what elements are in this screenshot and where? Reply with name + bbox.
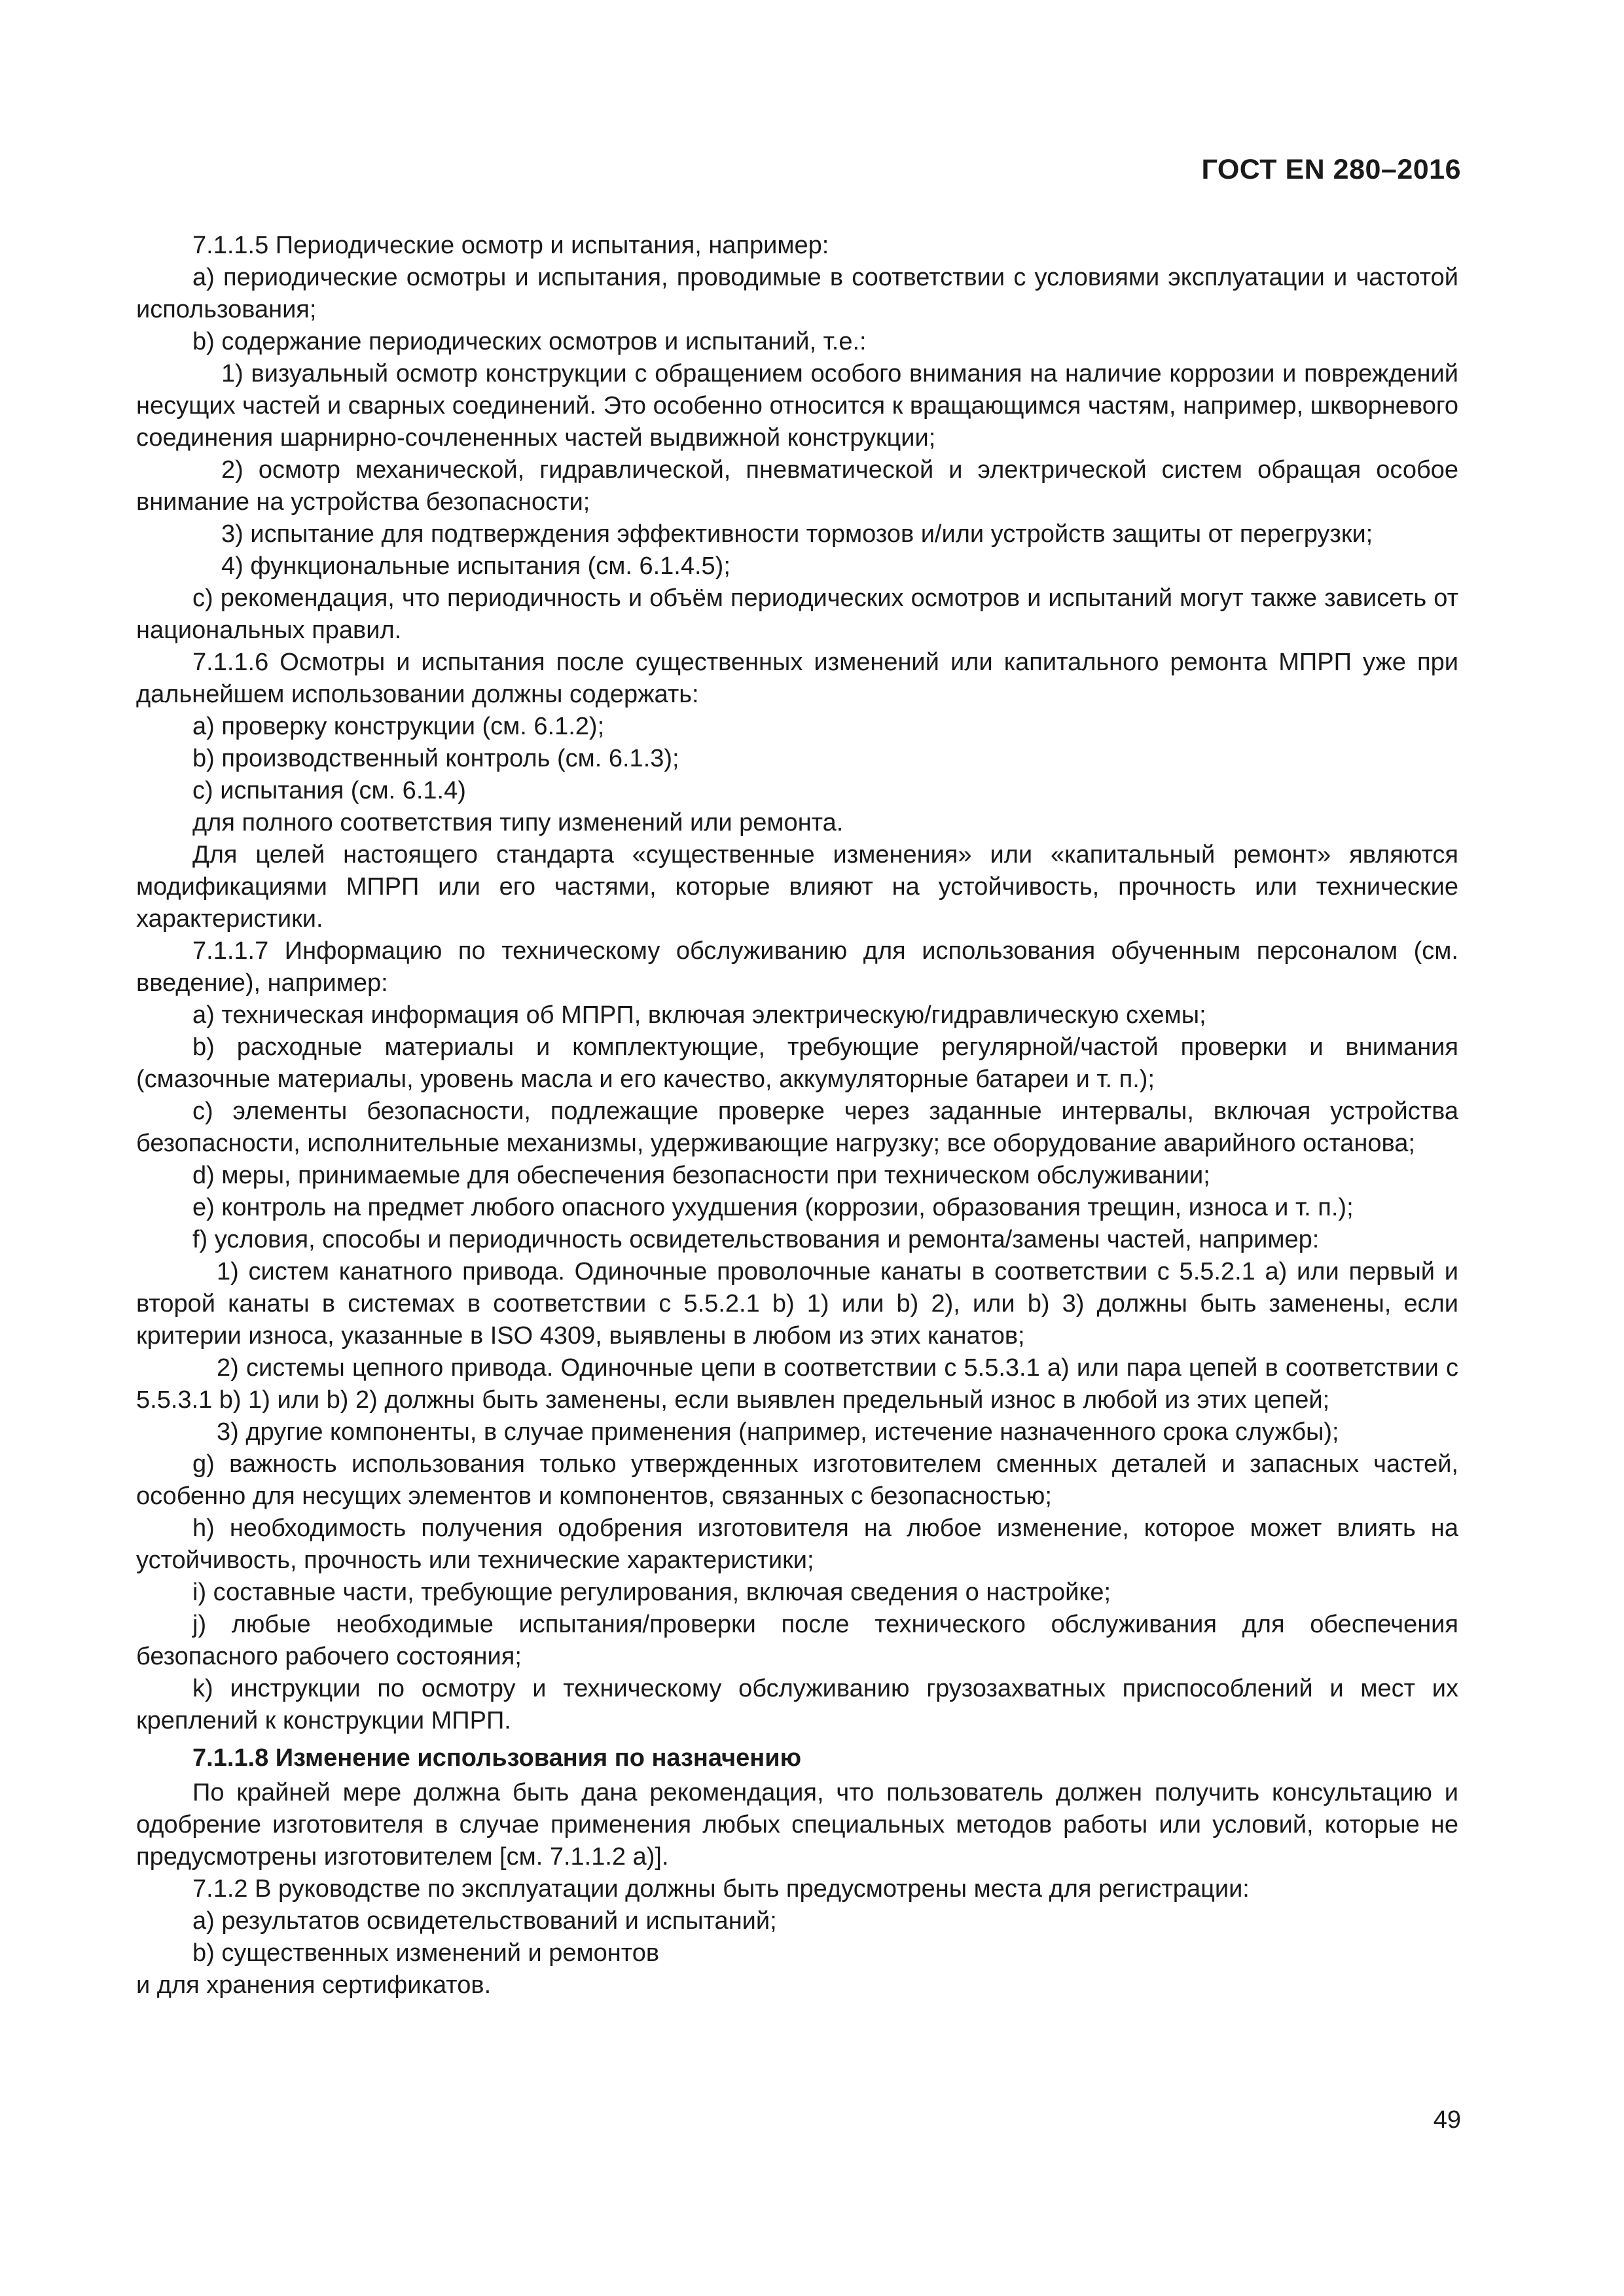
paragraph-text: Для целей настоящего стандарта «существенные изменения» или «капитальный ремонт» являются модификациями МПРП или его частями, которые влияют на устойчивость, прочность или технические характеристики.: [136, 841, 1458, 933]
clause-7-1-1-6: 7.1.1.6 Осмотры и испытания после существенных изменений или капитального ремонта МПРП уже при дальнейшем использовании должны содержать:: [136, 649, 1458, 708]
list-item-a: а) техническая информация об МПРП, включая электрическую/гидравлическую схемы;: [192, 1001, 1206, 1029]
list-item-f: f) условия, способы и периодичность освидетельствования и ремонта/замены частей, например:: [192, 1226, 1320, 1253]
paragraph-text: для полного соответствия типу изменений или ремонта.: [192, 809, 844, 836]
sub-item-2: 2) системы цепного привода. Одиночные цепи в соответствии с 5.5.3.1 а) или пара цепей в соответствии с 5.5.3.1 b) 1) или b) 2) должны быть заменены, если выявлен предельный износ в любой из этих цепей;: [136, 1354, 1458, 1414]
sub-item-3: 3) испытание для подтверждения эффективности тормозов и/или устройств защиты от перегрузки;: [221, 520, 1373, 548]
sub-item-2: 2) осмотр механической, гидравлической, пневматической и электрической систем обращая особое внимание на устройства безопасности;: [136, 456, 1458, 516]
sub-item-1: 1) визуальный осмотр конструкции с обращением особого внимания на наличие коррозии и повреждений несущих частей и сварных соединений. Это особенно относится к вращающимся частям, например, шкворневого соединения шарнирно-сочлененных частей выдвижной конструкции;: [136, 360, 1458, 452]
sub-item-4: 4) функциональные испытания (см. 6.1.4.5);: [221, 552, 731, 580]
paragraph-text: и для хранения сертификатов.: [136, 1971, 492, 1999]
list-item-a: а) результатов освидетельствований и испытаний;: [192, 1907, 777, 1935]
list-item-a: а) проверку конструкции (см. 6.1.2);: [192, 713, 605, 740]
list-item-h: h) необходимость получения одобрения изготовителя на любое изменение, которое может влиять на устойчивость, прочность или технические характеристики;: [136, 1515, 1458, 1574]
list-item-b: b) существенных изменений и ремонтов: [192, 1939, 660, 1967]
list-item-i: i) составные части, требующие регулирования, включая сведения о настройке;: [192, 1579, 1111, 1606]
clause-7-1-1-7: 7.1.1.7 Информацию по техническому обслуживанию для использования обученным персоналом (см. введение), например:: [136, 937, 1458, 997]
list-item-b: b) содержание периодических осмотров и испытаний, т.е.:: [192, 328, 867, 355]
list-item-b: b) расходные материалы и комплектующие, требующие регулярной/частой проверки и внимания (смазочные материалы, уровень масла и его качество, аккумуляторные батареи и т. п.);: [136, 1033, 1458, 1093]
clause-7-1-2: 7.1.2 В руководстве по эксплуатации должны быть предусмотрены места для регистрации:: [192, 1875, 1250, 1903]
list-item-b: b) производственный контроль (см. 6.1.3);: [192, 745, 679, 772]
standard-code-header: ГОСТ EN 280–2016: [1201, 154, 1461, 185]
sub-item-3: 3) другие компоненты, в случае применения (например, истечение назначенного срока службы);: [217, 1418, 1339, 1446]
section-heading: 7.1.1.8 Изменение использования по назначению: [192, 1744, 802, 1772]
list-item-a: а) периодические осмотры и испытания, проводимые в соответствии с условиями эксплуатации и частотой использования;: [136, 264, 1458, 323]
list-item-j: j) любые необходимые испытания/проверки после технического обслуживания для обеспечения безопасного рабочего состояния;: [136, 1611, 1458, 1670]
paragraph-text: По крайней мере должна быть дана рекомендация, что пользователь должен получить консультацию и одобрение изготовителя в случае применения любых специальных методов работы или условий, которые не предусмотрены изготовителем [см. 7.1.1.2 а)].: [136, 1779, 1458, 1871]
list-item-k: k) инструкции по осмотру и техническому обслуживанию грузозахватных приспособлений и мест их креплений к конструкции МПРП.: [136, 1675, 1458, 1734]
list-item-c: с) рекомендация, что периодичность и объём периодических осмотров и испытаний могут также зависеть от национальных правил.: [136, 584, 1458, 644]
page-body: [136, 230, 1458, 2001]
clause-7-1-1-5: 7.1.1.5 Периодические осмотр и испытания, например:: [192, 232, 829, 259]
list-item-c: c) испытания (см. 6.1.4): [192, 777, 466, 804]
list-item-d: d) меры, принимаемые для обеспечения безопасности при техническом обслуживании;: [192, 1162, 1210, 1189]
list-item-g: g) важность использования только утвержденных изготовителем сменных деталей и запасных частей, особенно для несущих элементов и компонентов, связанных с безопасностью;: [136, 1450, 1458, 1510]
page-number: 49: [1433, 2106, 1461, 2134]
sub-item-1: 1) систем канатного привода. Одиночные проволочные канаты в соответствии с 5.5.2.1 а) или первый и второй канаты в системах в соответствии с 5.5.2.1 b) 1) или b) 2), или b) 3) должны быть заменены, если критерии износа, указанные в ISO 4309, выявлены в любом из этих канатов;: [136, 1258, 1458, 1350]
list-item-c: с) элементы безопасности, подлежащие проверке через заданные интервалы, включая устройства безопасности, исполнительные механизмы, удерживающие нагрузку; все оборудование аварийного останова;: [136, 1098, 1458, 1157]
list-item-e: е) контроль на предмет любого опасного ухудшения (коррозии, образования трещин, износа и т. п.);: [192, 1194, 1354, 1221]
